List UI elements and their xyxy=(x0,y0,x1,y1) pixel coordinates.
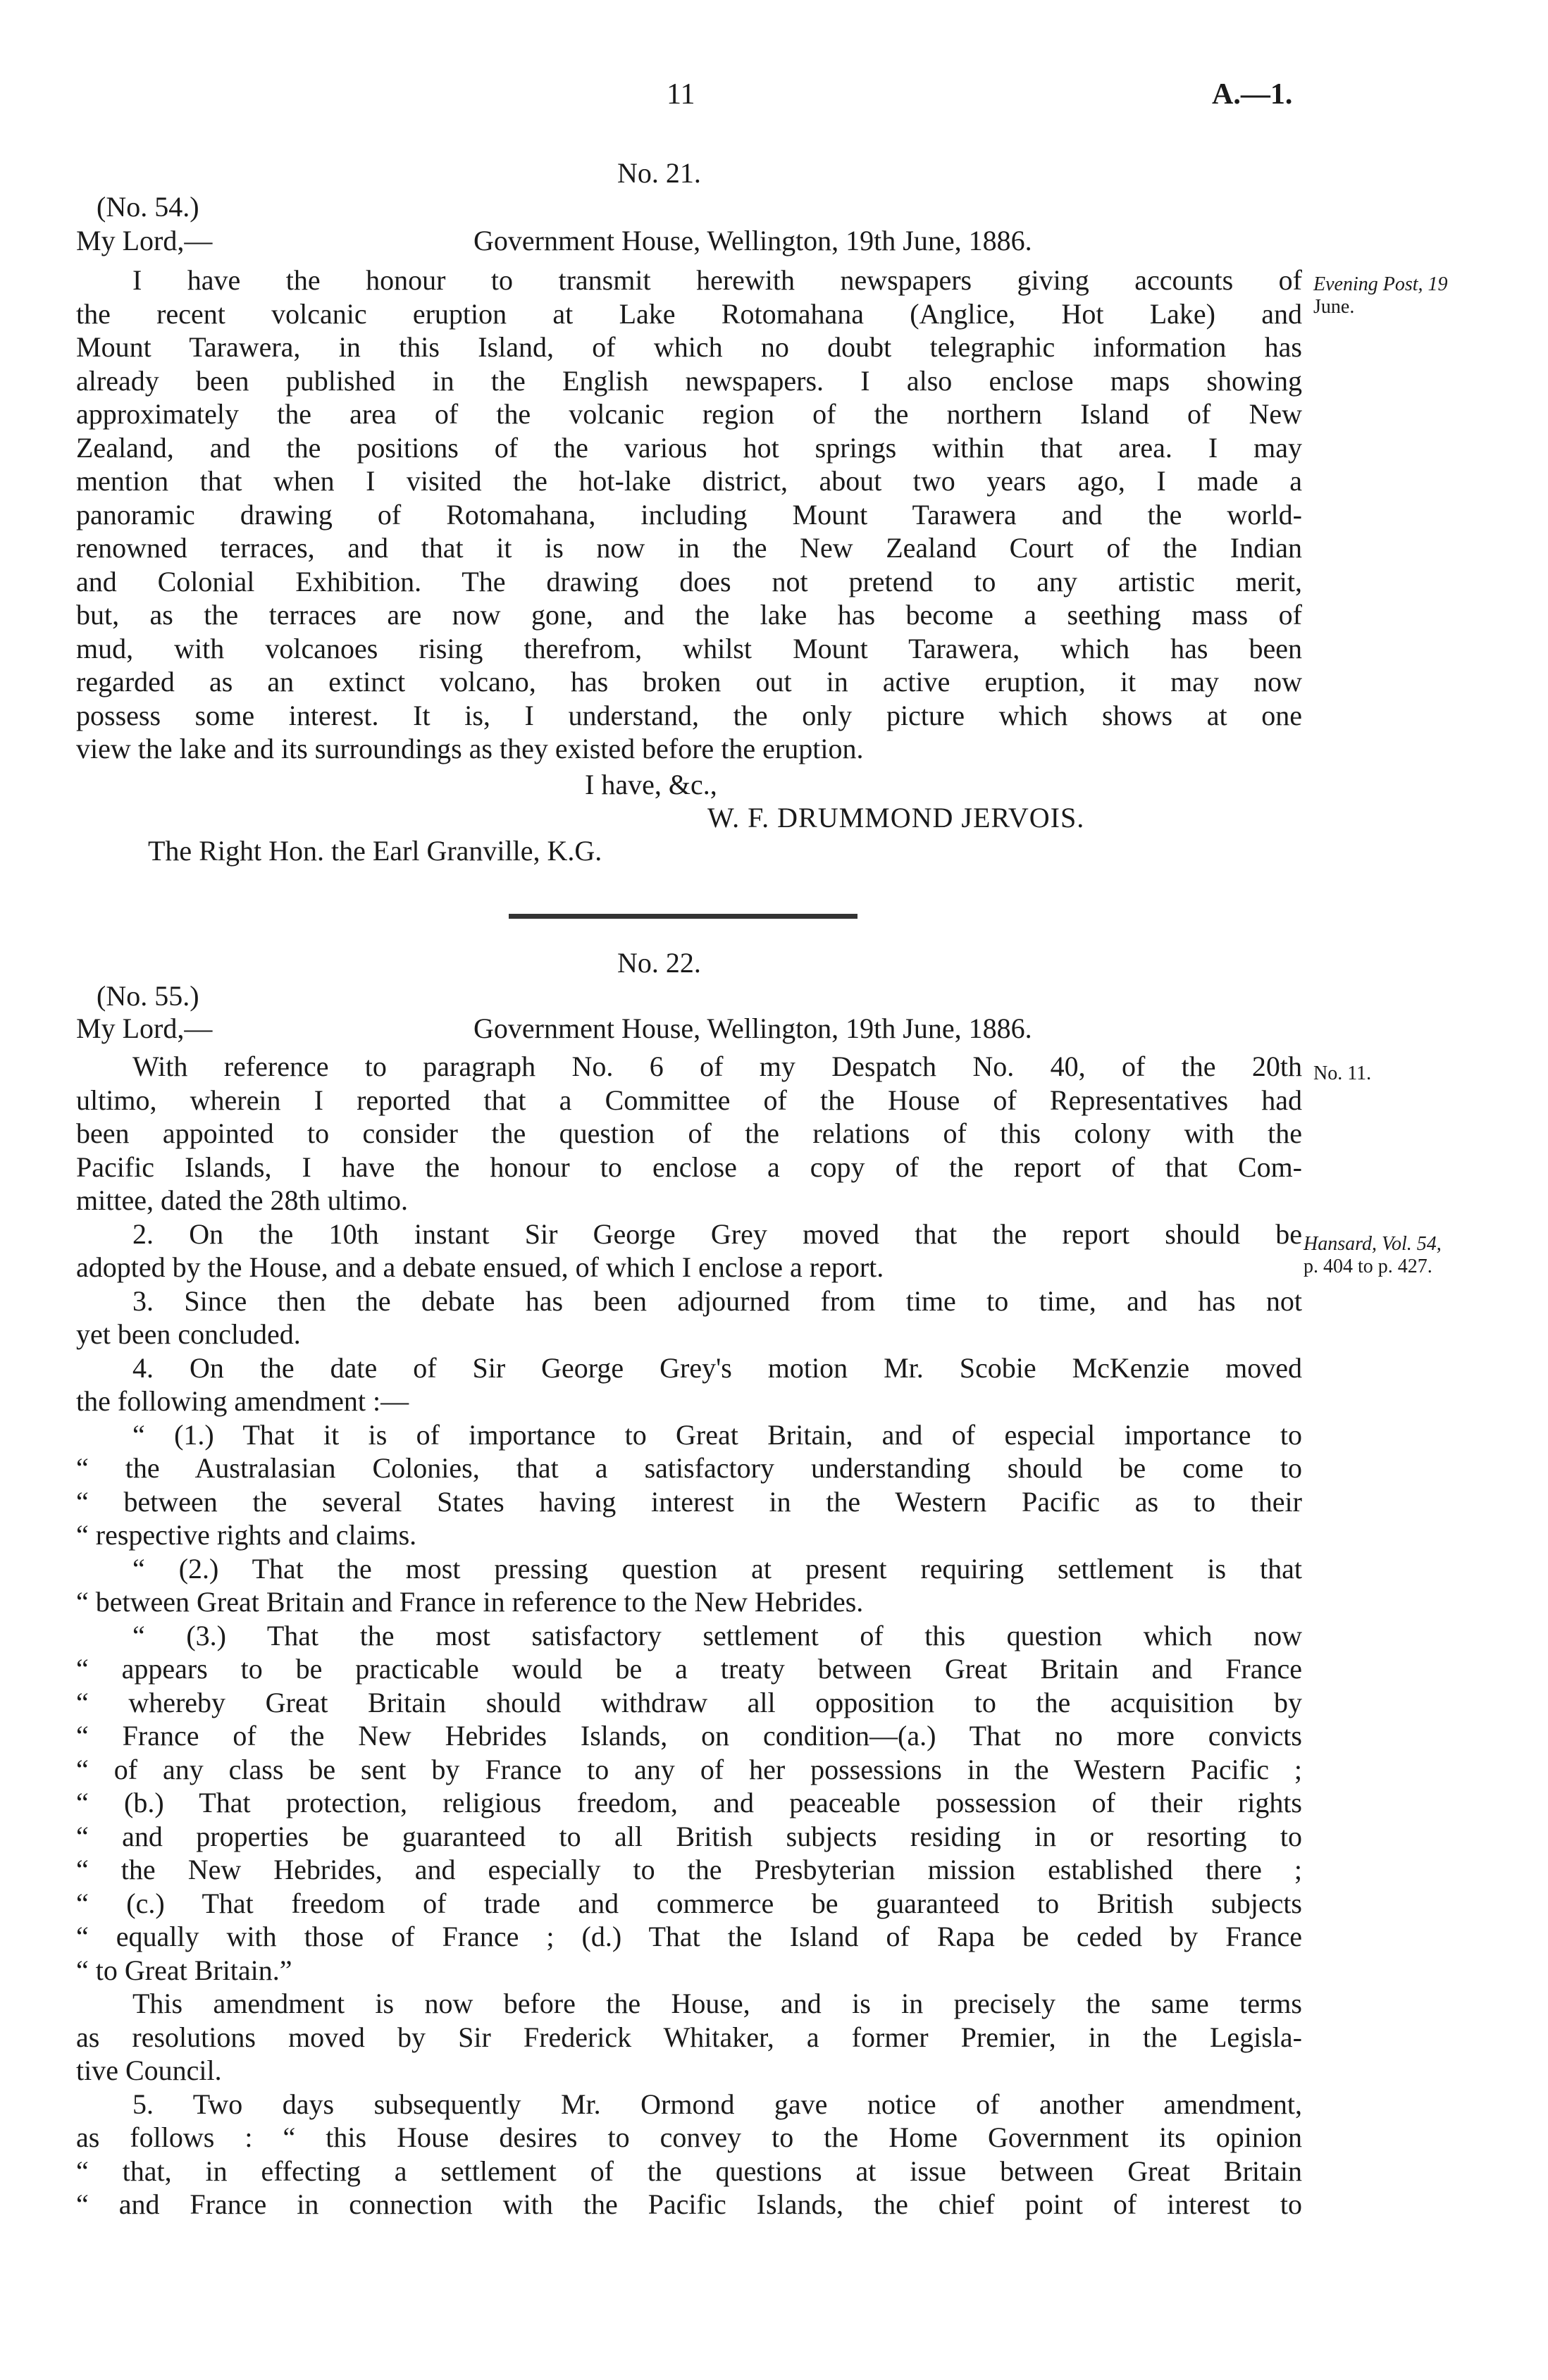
body-line: renowned terraces, and that it is now in the New Zealand Court of the Indian xyxy=(76,532,1302,564)
body-line: “ (3.) That the most satisfactory settlement of this question which now xyxy=(132,1619,1302,1651)
dispatch-number-54: (No. 54.) xyxy=(97,191,199,223)
address-line: Government House, Wellington, 19th June, 1886. xyxy=(473,1012,1032,1044)
body-line: and Colonial Exhibition. The drawing does not pretend to any artistic merit, xyxy=(76,565,1302,597)
body-line: “ the Australasian Colonies, that a satisfactory understanding should be come to xyxy=(76,1452,1302,1484)
body-line: been appointed to consider the question of the relations of this colony with the xyxy=(76,1117,1302,1149)
body-line: This amendment is now before the House, and is in precisely the same terms xyxy=(132,1988,1302,2019)
body-line: 3. Since then the debate has been adjourned from time to time, and has not xyxy=(132,1284,1302,1317)
letter-body xyxy=(76,264,1302,766)
body-line: “ the New Hebrides, and especially to the Presbyterian mission established there ; xyxy=(76,1854,1302,1885)
dispatch-number-55: (No. 55.) xyxy=(97,980,199,1012)
page-number: 11 xyxy=(667,78,695,111)
section-reference: A.—1. xyxy=(1212,78,1293,111)
margin-note-hansard: Hansard, Vol. 54, xyxy=(1304,1233,1442,1255)
section-divider xyxy=(509,914,857,919)
recipient: The Right Hon. the Earl Granville, K.G. xyxy=(148,835,602,867)
body-line: the following amendment :— xyxy=(76,1385,409,1417)
margin-note-evening-post: Evening Post, 19 xyxy=(1313,273,1448,295)
body-line: as resolutions moved by Sir Frederick Whitaker, a former Premier, in the Legisla- xyxy=(76,2021,1302,2053)
body-line: “ whereby Great Britain should withdraw all opposition to the acquisition by xyxy=(76,1686,1302,1718)
body-line: 2. On the 10th instant Sir George Grey moved that the report should be xyxy=(132,1217,1302,1250)
body-line: “ that, in effecting a settlement of the questions at issue between Great Britain xyxy=(76,2155,1302,2187)
margin-note-no-11: No. 11. xyxy=(1313,1062,1372,1084)
body-line: With reference to paragraph No. 6 of my Despatch No. 40, of the 20th xyxy=(132,1050,1302,1082)
body-line: “ (b.) That protection, religious freedom, and peaceable possession of their rights xyxy=(76,1787,1302,1818)
body-line: but, as the terraces are now gone, and the lake has become a seething mass of xyxy=(76,599,1302,631)
body-line: yet been concluded. xyxy=(76,1318,301,1350)
salutation: My Lord,— xyxy=(76,1012,213,1044)
body-line: mention that when I visited the hot-lake district, about two years ago, I made a xyxy=(76,465,1302,497)
body-line: “ (1.) That it is of importance to Great Britain, and of especial importance to xyxy=(132,1418,1302,1451)
signature: W. F. DRUMMOND JERVOIS. xyxy=(707,802,1085,833)
body-line: the recent volcanic eruption at Lake Rotomahana (Anglice, Hot Lake) and xyxy=(76,297,1302,330)
body-line: ultimo, wherein I reported that a Committee of the House of Representatives had xyxy=(76,1084,1302,1116)
body-line: “ between the several States having interest in the Western Pacific as to their xyxy=(76,1485,1302,1518)
body-line: “ equally with those of France ; (d.) That the Island of Rapa be ceded by France xyxy=(76,1921,1302,1952)
body-line: tive Council. xyxy=(76,2054,222,2086)
body-line: “ France of the New Hebrides Islands, on condition—(a.) That no more convicts xyxy=(76,1720,1302,1752)
address-line: Government House, Wellington, 19th June, 1886. xyxy=(473,225,1032,256)
body-line: as follows : “ this House desires to convey to the Home Government its opinion xyxy=(76,2121,1302,2153)
letter-body xyxy=(76,1050,1302,2221)
margin-note-june: June. xyxy=(1313,296,1355,318)
body-line: “ respective rights and claims. xyxy=(76,1519,417,1551)
body-line: “ (c.) That freedom of trade and commerce be guaranteed to British subjects xyxy=(76,1887,1302,1919)
document-number-21: No. 21. xyxy=(617,157,701,189)
body-line: approximately the area of the volcanic region of the northern Island of New xyxy=(76,398,1302,430)
document-number-22: No. 22. xyxy=(617,947,701,979)
body-line: “ and properties be guaranteed to all British subjects residing in or resorting to xyxy=(76,1820,1302,1852)
body-line: already been published in the English newspapers. I also enclose maps showing xyxy=(76,364,1302,397)
body-line: “ between Great Britain and France in reference to the New Hebrides. xyxy=(76,1586,864,1618)
closing: I have, &c., xyxy=(585,769,717,800)
body-line: mud, with volcanoes rising therefrom, whilst Mount Tarawera, which has been xyxy=(76,632,1302,664)
body-line: “ to Great Britain.” xyxy=(76,1954,292,1986)
body-line: “ of any class be sent by France to any of her possessions in the Western Pacific ; xyxy=(76,1753,1302,1785)
salutation: My Lord,— xyxy=(76,225,213,256)
body-line: “ and France in connection with the Pacific Islands, the chief point of interest to xyxy=(76,2188,1302,2220)
body-line: Mount Tarawera, in this Island, of which no doubt telegraphic information has xyxy=(76,331,1302,363)
body-line: possess some interest. It is, I understand, the only picture which shows at one xyxy=(76,699,1302,731)
body-line: Pacific Islands, I have the honour to enclose a copy of the report of that Com- xyxy=(76,1151,1302,1183)
body-line: 4. On the date of Sir George Grey's motion Mr. Scobie McKenzie moved xyxy=(132,1351,1302,1384)
body-line: Zealand, and the positions of the various hot springs within that area. I may xyxy=(76,431,1302,464)
body-line: adopted by the House, and a debate ensued, of which I enclose a report. xyxy=(76,1251,884,1283)
body-line: “ (2.) That the most pressing question at present requiring settlement is that xyxy=(132,1552,1302,1585)
body-line: “ appears to be practicable would be a treaty between Great Britain and France xyxy=(76,1653,1302,1685)
body-line: I have the honour to transmit herewith newspapers giving accounts of xyxy=(132,264,1302,296)
margin-note-pages: p. 404 to p. 427. xyxy=(1304,1256,1432,1277)
body-line: view the lake and its surroundings as they existed before the eruption. xyxy=(76,733,864,764)
body-line: panoramic drawing of Rotomahana, including Mount Tarawera and the world- xyxy=(76,498,1302,531)
body-line: 5. Two days subsequently Mr. Ormond gave notice of another amendment, xyxy=(132,2088,1302,2120)
body-line: mittee, dated the 28th ultimo. xyxy=(76,1184,409,1216)
body-line: regarded as an extinct volcano, has broken out in active eruption, it may now xyxy=(76,666,1302,698)
